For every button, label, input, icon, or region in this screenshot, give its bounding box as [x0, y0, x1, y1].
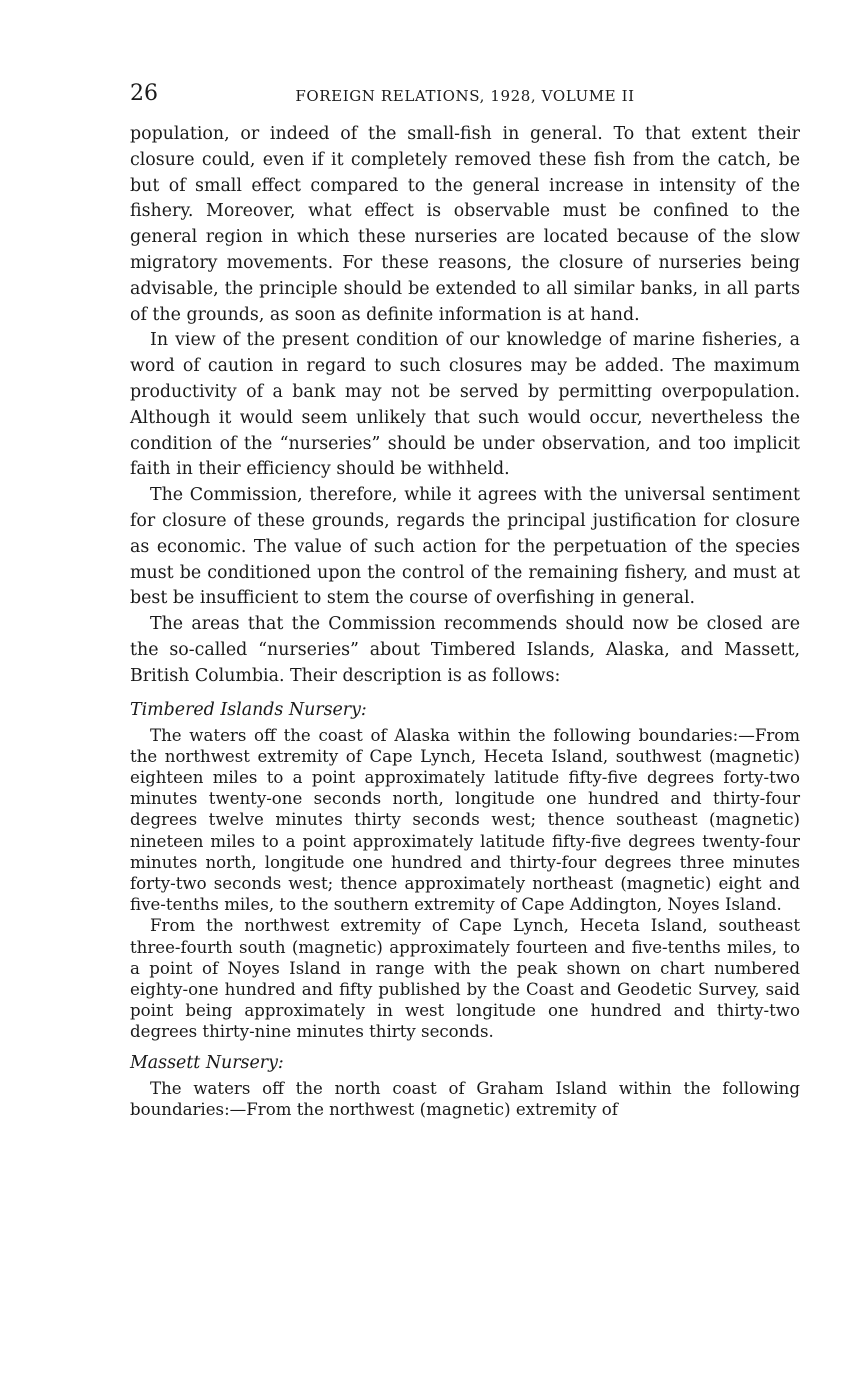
- paragraph-1: population, or indeed of the small-fish in general. To that extent their closure could, even if it completely removed these fish from the catch, be but of small effect compared to the general increase in intensity of the fishery. Moreover, what effect is observable must be confined to the general region in which these nurseries are located because of the slow migratory movements. For these reasons, the closure of nurseries being advisable, the principle should be extended to all similar banks, in all parts of the grounds, as soon as definite information is at hand.: [130, 124, 800, 325]
- timbered-paragraph-2: From the northwest extremity of Cape Lynch, Heceta Island, southeast three-fourth south (magnetic) approximately fourteen and five-tenths miles, to a point of Noyes Island in range with the peak shown on chart numbered eighty-one hundred and fifty published by the Coast and Geodetic Survey, said point being approximately in west longitude one hundred and thirty-two degrees thirty-nine minutes thirty seconds.: [130, 916, 800, 1042]
- paragraph-4: The areas that the Commission recommends should now be closed are the so-called “nurseries” about Timbered Islands, Alaska, and Massett, British Columbia. Their description is as follows:: [130, 614, 800, 686]
- massett-paragraph-1: The waters off the north coast of Graham Island within the following boundaries:—From the northwest (magnetic) extremity of: [130, 1078, 800, 1119]
- body-text: [130, 122, 800, 1120]
- timbered-paragraph-1: The waters off the coast of Alaska within the following boundaries:—From the northwest extremity of Cape Lynch, Heceta Island, southwest (magnetic) eighteen miles to a point approximately latitude fifty-five degrees forty-two minutes twenty-one seconds north, longitude one hundred and thirty-four degrees twelve minutes thirty seconds west; thence southeast (magnetic) nineteen miles to a point approximately latitude fifty-five degrees twenty-four minutes north, longitude one hundred and thirty-four degrees three minutes forty-two seconds west; thence approximately northeast (magnetic) eight and five-tenths miles, to the southern extremity of Cape Addington, Noyes Island.: [130, 725, 800, 915]
- page-header: [130, 78, 800, 110]
- timbered-islands-section: [130, 725, 800, 1043]
- running-head: FOREIGN RELATIONS, 1928, VOLUME II: [295, 87, 635, 105]
- massett-section: [130, 1078, 800, 1120]
- paragraph-2: In view of the present condition of our knowledge of marine fisheries, a word of caution in regard to such closures may be added. The maximum productivity of a bank may not be served by permitting overpopulation. Although it would seem unlikely that such would occur, nevertheless the condition of the “nurseries” should be under observation, and too implicit faith in their efficiency should be withheld.: [130, 330, 800, 480]
- paragraph-3: The Commission, therefore, while it agrees with the universal sentiment for closure of these grounds, regards the principal justification for closure as economic. The value of such action for the perpetuation of the species must be conditioned upon the control of the remaining fishery, and must at best be insufficient to stem the course of overfishing in general.: [130, 485, 800, 609]
- timbered-islands-heading: Timbered Islands Nursery:: [130, 699, 367, 720]
- page-number: 26: [130, 81, 158, 106]
- massett-heading: Massett Nursery:: [130, 1052, 284, 1073]
